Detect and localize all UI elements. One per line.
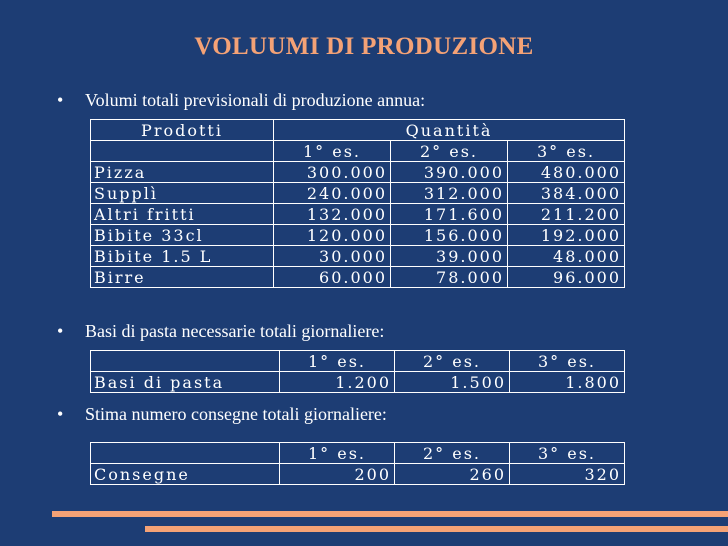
quantity-cell: 156.000 xyxy=(391,225,508,246)
quantity-cell: 120.000 xyxy=(274,225,391,246)
bullet-text: Basi di pasta necessarie totali giornaliere: xyxy=(85,321,385,341)
table-row xyxy=(91,464,625,485)
quantity-cell: 260 xyxy=(395,464,510,485)
accent-bar-top xyxy=(52,511,728,517)
year-1-header: 1° es. xyxy=(274,141,391,162)
row-label: Consegne xyxy=(91,464,280,485)
header-products: Prodotti xyxy=(91,120,274,141)
quantity-cell: 200 xyxy=(280,464,395,485)
product-name: Altri fritti xyxy=(91,204,274,225)
bullet-text: Stima numero consegne totali giornaliere: xyxy=(85,404,387,424)
quantity-cell: 480.000 xyxy=(508,162,625,183)
bullet-dot: • xyxy=(57,90,64,110)
quantity-cell: 171.600 xyxy=(391,204,508,225)
bullet-text: Volumi totali previsionali di produzione annua: xyxy=(85,90,426,110)
bullet-deliveries xyxy=(57,404,387,425)
pasta-bases-table xyxy=(90,350,625,393)
quantity-cell: 320 xyxy=(510,464,625,485)
product-name: Bibite 1.5 L xyxy=(91,246,274,267)
year-2-header: 2° es. xyxy=(395,443,510,464)
quantity-cell: 78.000 xyxy=(391,267,508,288)
table-row xyxy=(91,246,625,267)
row-label: Basi di pasta xyxy=(91,372,280,393)
quantity-cell: 312.000 xyxy=(391,183,508,204)
bullet-pasta-bases xyxy=(57,321,384,342)
table-row xyxy=(91,183,625,204)
year-3-header: 3° es. xyxy=(508,141,625,162)
header-quantity: Quantità xyxy=(274,120,625,141)
product-name: Supplì xyxy=(91,183,274,204)
empty-cell xyxy=(91,141,274,162)
slide-title: VOLUUMI DI PRODUZIONE xyxy=(194,33,534,60)
table-header-row xyxy=(91,120,625,141)
table-row xyxy=(91,162,625,183)
product-name: Bibite 33cl xyxy=(91,225,274,246)
quantity-cell: 384.000 xyxy=(508,183,625,204)
year-3-header: 3° es. xyxy=(510,443,625,464)
product-name: Pizza xyxy=(91,162,274,183)
deliveries-table xyxy=(90,442,625,485)
year-1-header: 1° es. xyxy=(280,351,395,372)
year-2-header: 2° es. xyxy=(395,351,510,372)
quantity-cell: 211.200 xyxy=(508,204,625,225)
empty-cell xyxy=(91,351,280,372)
quantity-cell: 39.000 xyxy=(391,246,508,267)
quantity-cell: 1.500 xyxy=(395,372,510,393)
table-years-row xyxy=(91,141,625,162)
table-row xyxy=(91,204,625,225)
quantity-cell: 60.000 xyxy=(274,267,391,288)
table-row xyxy=(91,225,625,246)
bullet-dot: • xyxy=(57,321,64,341)
quantity-cell: 48.000 xyxy=(508,246,625,267)
year-3-header: 3° es. xyxy=(510,351,625,372)
accent-bar-bottom xyxy=(145,526,728,532)
quantity-cell: 1.800 xyxy=(510,372,625,393)
bullet-production-volumes xyxy=(57,90,425,111)
year-2-header: 2° es. xyxy=(391,141,508,162)
quantity-cell: 1.200 xyxy=(280,372,395,393)
bullet-dot: • xyxy=(57,404,64,424)
quantity-cell: 390.000 xyxy=(391,162,508,183)
quantity-cell: 96.000 xyxy=(508,267,625,288)
table-years-row xyxy=(91,443,625,464)
quantity-cell: 132.000 xyxy=(274,204,391,225)
table-years-row xyxy=(91,351,625,372)
quantity-cell: 192.000 xyxy=(508,225,625,246)
year-1-header: 1° es. xyxy=(280,443,395,464)
quantity-cell: 30.000 xyxy=(274,246,391,267)
product-name: Birre xyxy=(91,267,274,288)
table-row xyxy=(91,267,625,288)
quantity-cell: 240.000 xyxy=(274,183,391,204)
empty-cell xyxy=(91,443,280,464)
production-volumes-table xyxy=(90,119,625,288)
table-row xyxy=(91,372,625,393)
quantity-cell: 300.000 xyxy=(274,162,391,183)
